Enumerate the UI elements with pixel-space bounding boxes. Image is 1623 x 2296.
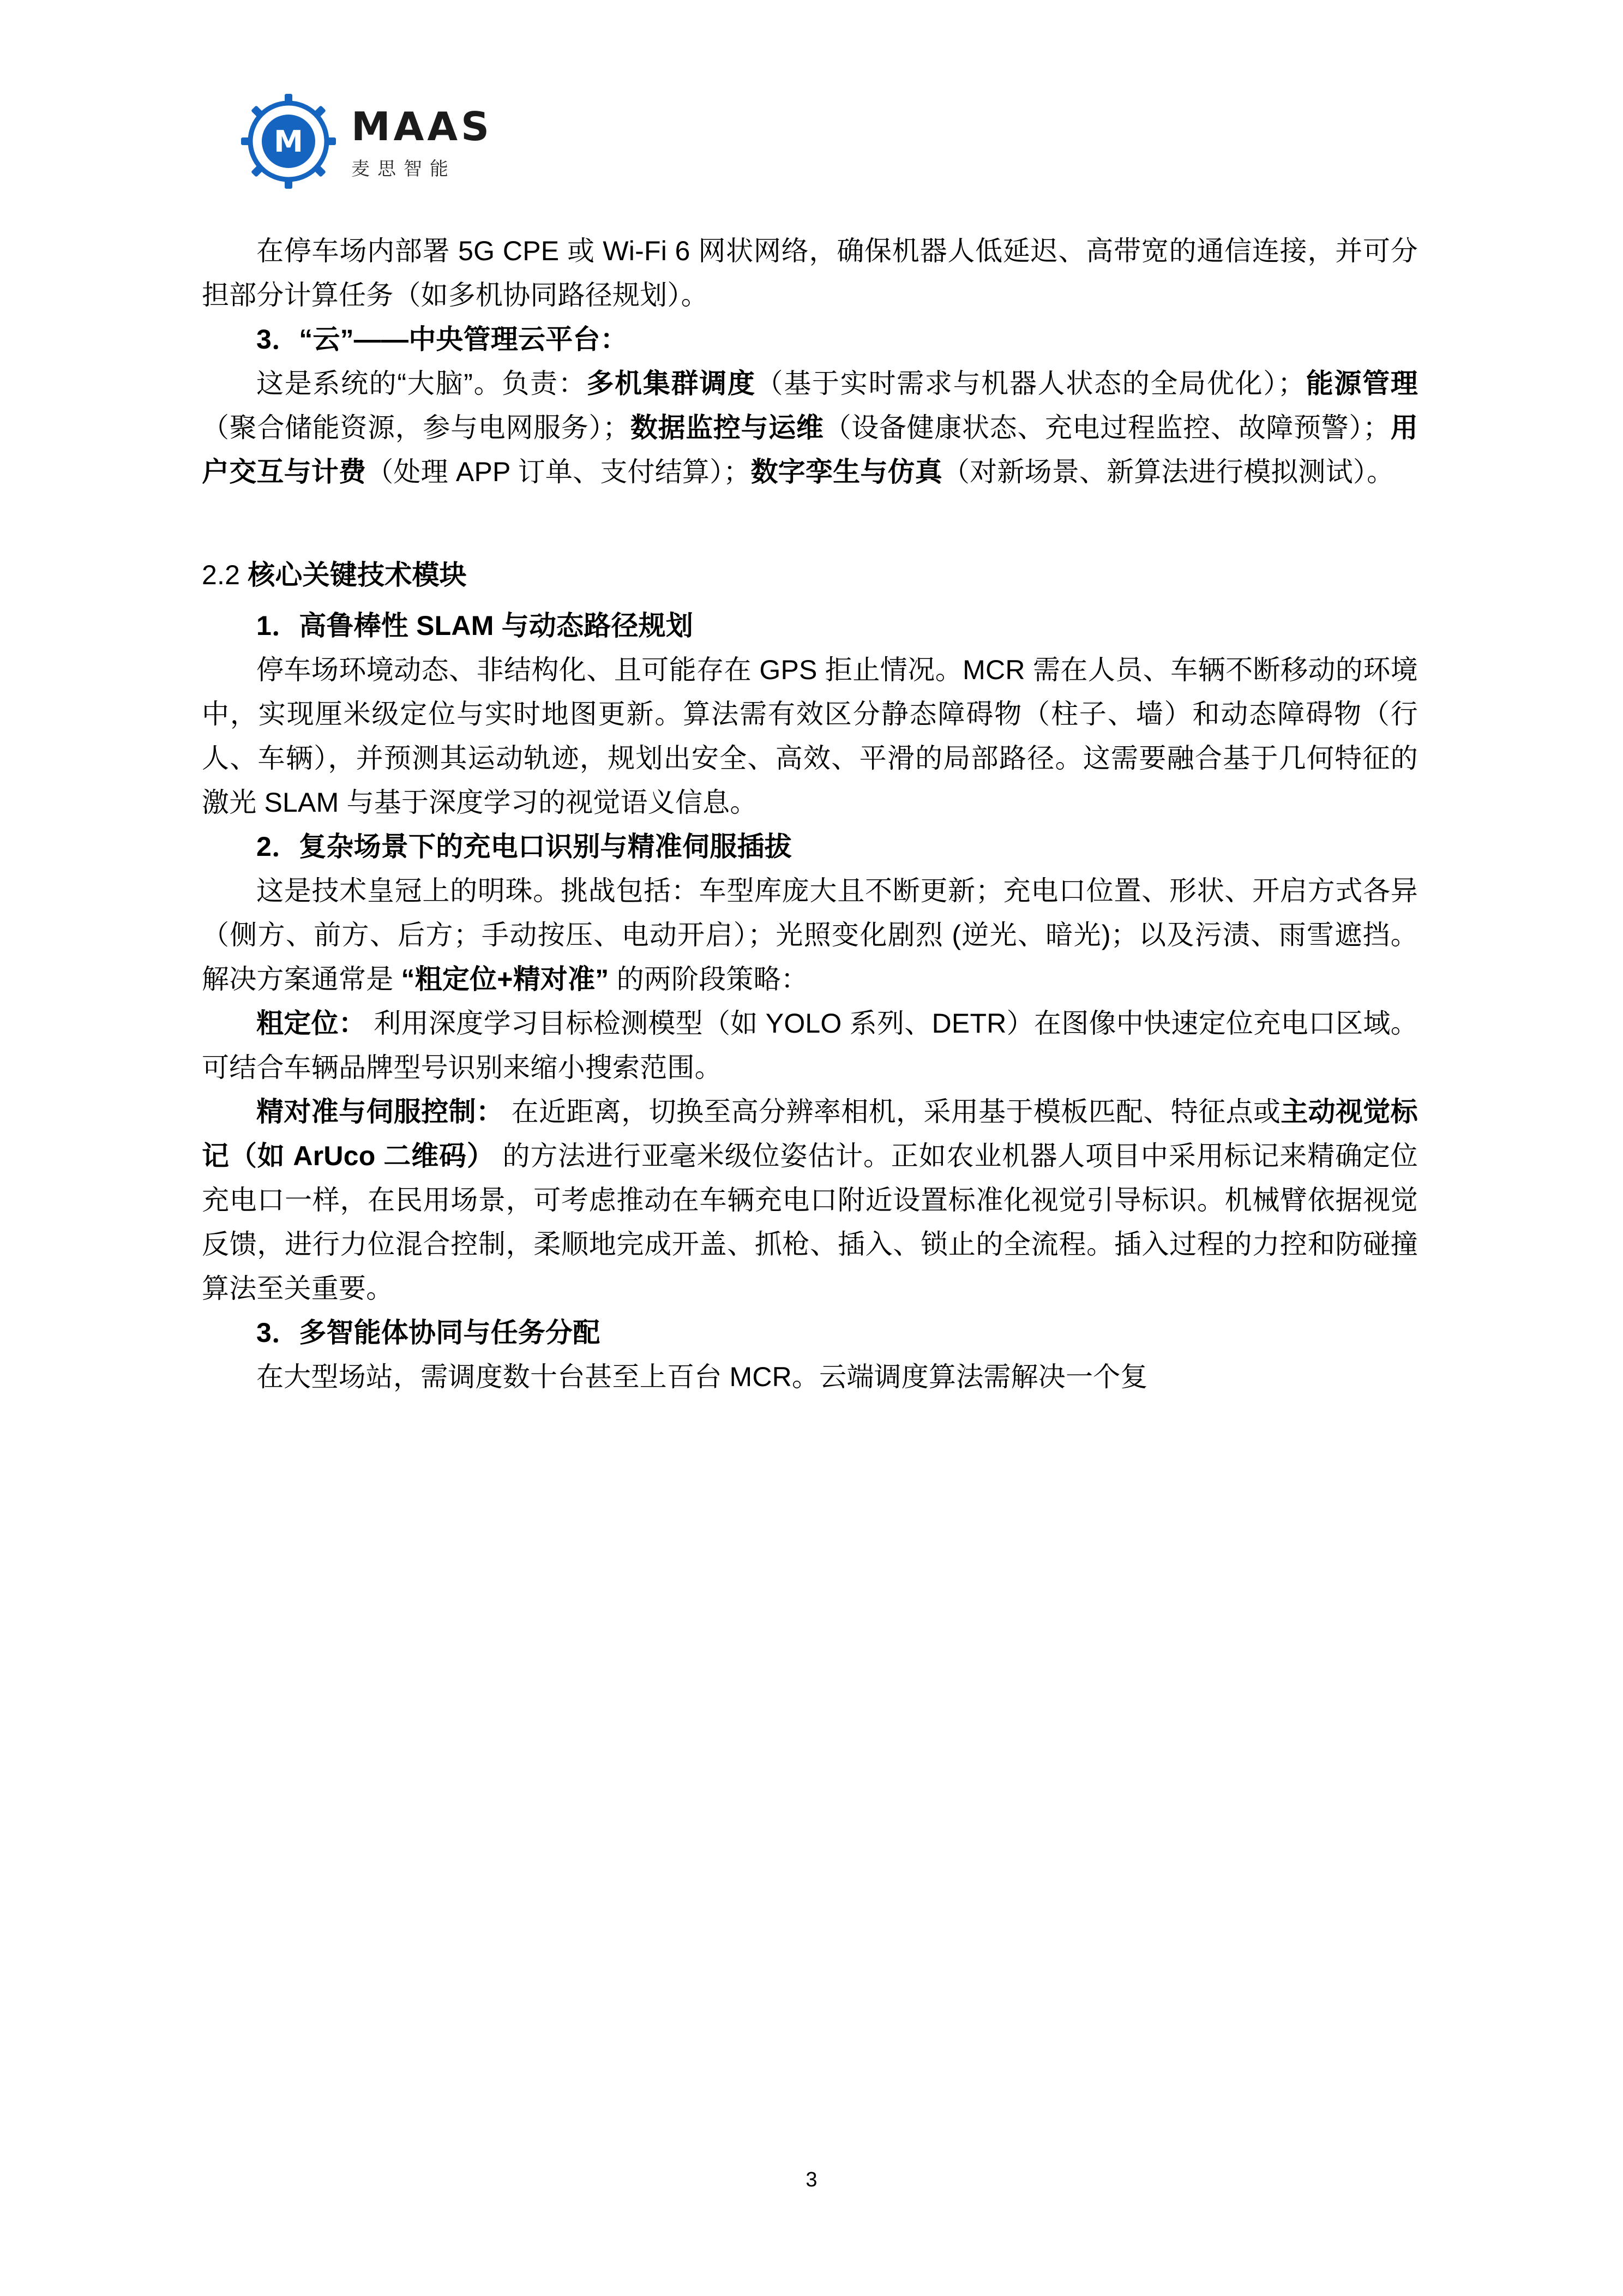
brand-text [351, 102, 492, 181]
brand-title: MAAS [351, 103, 492, 149]
paragraph-fine-alignment [202, 1090, 1418, 1311]
cloud-text-4: （设备健康状态、充电过程监控、故障预警）； [823, 412, 1391, 443]
section-number: 2.2 [202, 560, 241, 590]
paragraph-cloud [202, 362, 1418, 494]
cloud-text-3: （聚合储能资源，参与电网服务）； [202, 412, 630, 443]
section-spacer [202, 494, 1418, 553]
coarse-text: 利用深度学习目标检测模型（如 YOLO 系列、DETR）在图像中快速定位充电口区域。可结合车辆品牌型号识别来缩小搜索范围。 [202, 1008, 1418, 1083]
fine-bold-2: 主动视觉标记（如 ArUco 二维码） [202, 1096, 1418, 1171]
document-body [202, 229, 1418, 1399]
paragraph-multi-agent: 在大型场站，需调度数十台甚至上百台 MCR。云端调度算法需解决一个复 [256, 1362, 1148, 1392]
brand-header [240, 93, 492, 190]
fine-bold-1: 精对准与伺服控制： [256, 1096, 504, 1127]
recog-text-1: 这是技术皇冠上的明珠。挑战包括：车型库庞大且不断更新；充电口位置、形状、开启方式各异（侧方、前方、后方；手动按压、电动开启）；光照变化剧烈 (逆光、暗光)；以及污渍、雨雪遮挡。解决方案通常是 [202, 876, 1418, 994]
section-title: 核心关键技术模块 [248, 560, 467, 590]
cloud-text-1: 这是系统的“大脑”。负责： [256, 368, 587, 399]
spacer-a [202, 597, 1418, 604]
fine-text-2: 的方法进行亚毫米级位姿估计。正如农业机器人项目中采用标记来精确定位充电口一样，在民用场景，可考虑推动在车辆充电口附近设置标准化视觉引导标识。机械臂依据视觉反馈，进行力位混合控制，柔顺地完成开盖、抓枪、插入、锁止的全流程。插入过程的力控和防碰撞算法至关重要。 [202, 1141, 1418, 1304]
subheading-3: 3．多智能体协同与任务分配 [256, 1317, 600, 1348]
subheading-2: 2．复杂场景下的充电口识别与精准伺服插拔 [256, 831, 792, 862]
brand-subtitle: 麦思智能 [351, 159, 456, 180]
paragraph-recognition [202, 869, 1418, 1002]
cloud-bold-1: 多机集群调度 [586, 368, 756, 399]
fine-text-1: 在近距离，切换至高分辨率相机，采用基于模板匹配、特征点或 [503, 1096, 1281, 1127]
cloud-bold-5: 数字孪生与仿真 [750, 457, 942, 487]
paragraph-coarse-positioning [202, 1002, 1418, 1090]
cloud-text-6: （对新场景、新算法进行模拟测试）。 [942, 457, 1394, 487]
cloud-bold-2: 能源管理 [1305, 368, 1418, 399]
coarse-bold: 粗定位： [256, 1008, 366, 1039]
cloud-text-5: （处理 APP 订单、支付结算）； [366, 457, 751, 487]
section-heading-2-2 [202, 553, 1418, 597]
cloud-text-2: （基于实时需求与机器人状态的全局优化）； [755, 368, 1306, 399]
list-item-3-title: 3．“云”——中央管理云平台： [256, 324, 628, 355]
subheading-1: 1．高鲁棒性 SLAM 与动态路径规划 [256, 610, 694, 641]
paragraph-network: 在停车场内部署 5G CPE 或 Wi-Fi 6 网状网络，确保机器人低延迟、高带宽的通信连接，并可分担部分计算任务（如多机协同路径规划）。 [202, 236, 1418, 310]
paragraph-slam: 停车场环境动态、非结构化、且可能存在 GPS 拒止情况。MCR 需在人员、车辆不断移动的环境中，实现厘米级定位与实时地图更新。算法需有效区分静态障碍物（柱子、墙）和动态障碍物（行人、车辆），并预测其运动轨迹，规划出安全、高效、平滑的局部路径。这需要融合基于几何特征的激光 SLAM 与基于深度学习的视觉语义信息。 [202, 655, 1418, 818]
recog-text-2: 的两阶段策略： [609, 964, 808, 994]
page-number: 3 [806, 2168, 817, 2191]
recog-bold: “粗定位+精对准” [401, 964, 609, 994]
cloud-bold-3: 数据监控与运维 [630, 412, 824, 443]
svg-text:M: M [274, 124, 303, 159]
gear-circle-m-logo-icon [240, 93, 337, 190]
cloud-bold-4: 用户交互与计费 [202, 412, 1418, 487]
